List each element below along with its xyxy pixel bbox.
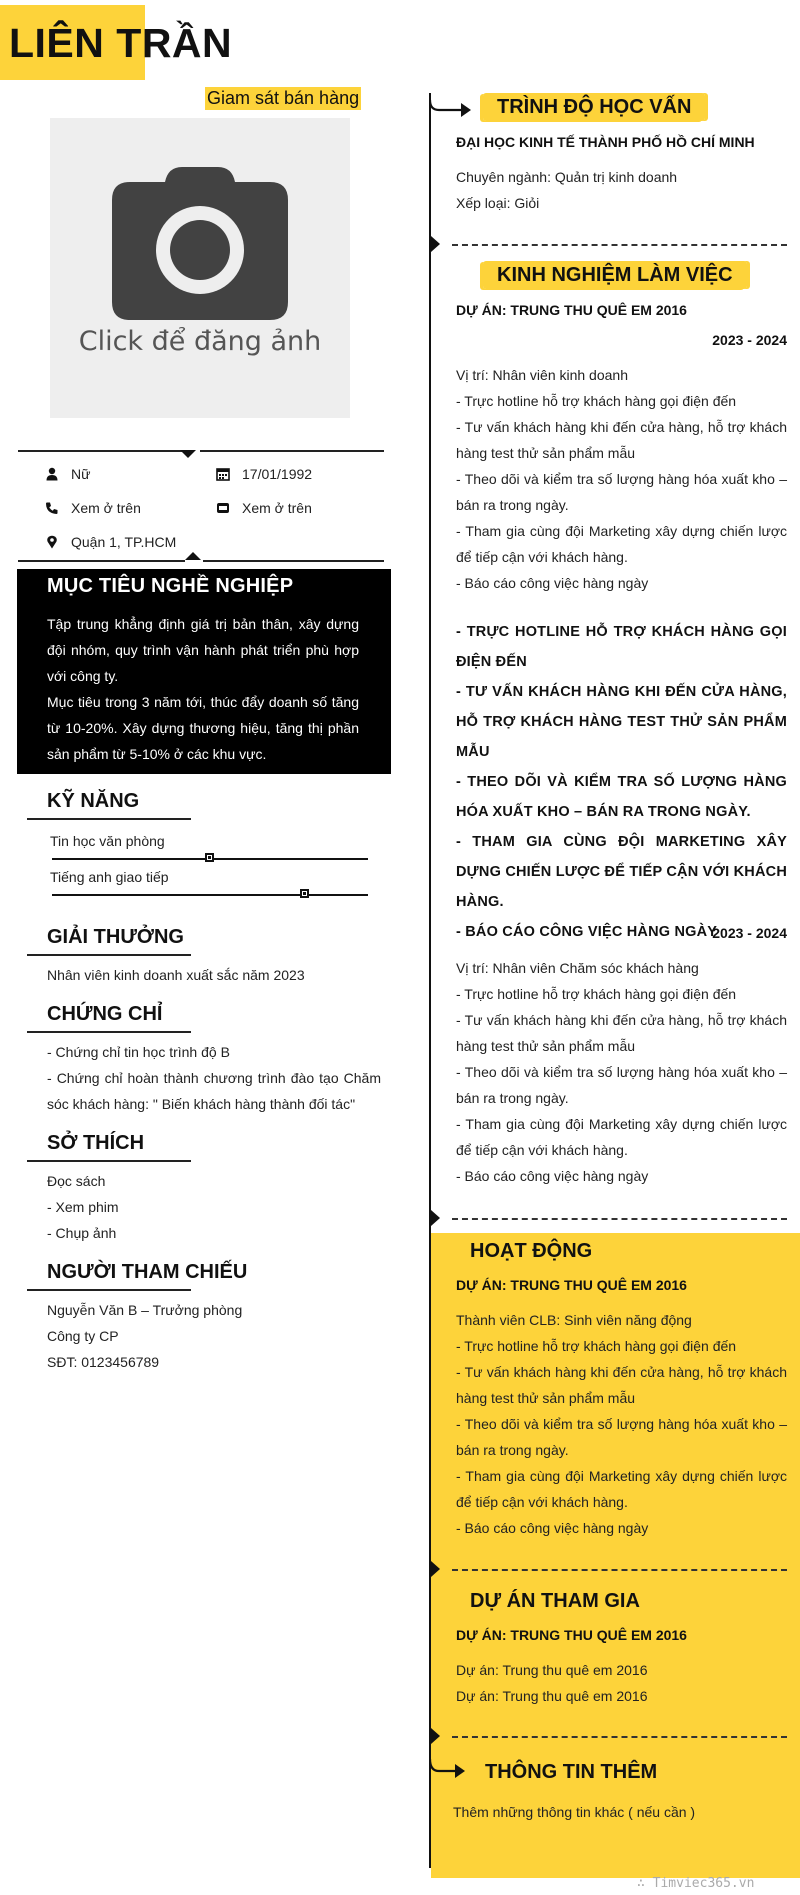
extra-title: THÔNG TIN THÊM (485, 1761, 658, 1783)
divider-arrow-down (180, 450, 196, 458)
activities-text[interactable]: Thành viên CLB: Sinh viên năng động - Trực hotline hỗ trợ khách hàng gọi điện đến - Tư vấn khách hàng khi đến cửa hàng, hỗ trợ khách hàng test thử sản phẩm mẫu - Theo dõi và kiểm tra số lượng hàng hóa xuất kho – bán ra trong ngày. - Tham gia cùng đội Marketing xây dựng chiến lược để tiếp cận với khách hàng. - Báo cáo công việc hàng ngày (456, 1312, 787, 1536)
skill-level-handle[interactable] (205, 853, 214, 862)
divider (200, 450, 384, 452)
birthday-value: 17/01/1992 (242, 466, 313, 482)
gender-row (45, 466, 90, 482)
title-underline (27, 1031, 191, 1033)
photo-upload[interactable] (50, 118, 350, 418)
title-underline (27, 954, 191, 956)
hobbies-title: SỞ THÍCH (47, 1132, 145, 1154)
projects-project[interactable]: DỰ ÁN: TRUNG THU QUÊ EM 2016 (456, 1627, 687, 1643)
timeline-marker (431, 1561, 440, 1577)
calendar-icon (216, 467, 230, 481)
title-underline (27, 1289, 191, 1291)
watermark: ∴ Timviec365.vn (637, 1876, 755, 1891)
user-icon (45, 467, 59, 481)
skill-name[interactable]: Tin học văn phòng (50, 833, 165, 849)
awards-text[interactable]: Nhân viên kinh doanh xuất sắc năm 2023 (47, 967, 305, 983)
objective-text[interactable]: Tập trung khẳng định giá trị bản thân, xây dựng đội nhóm, quy trình vận hành phát triển phù hợp với công ty. Mục tiêu trong 3 năm tới, thúc đẩy doanh số tăng từ 10-20%. Xây dựng thương hiệu, tăng thị phần sản phẩm từ 5-10% ở các khu vực. (47, 616, 359, 762)
arrow-right-icon (429, 1757, 469, 1783)
education-title: TRÌNH ĐỘ HỌC VẤN (483, 93, 705, 121)
title-underline (27, 818, 191, 820)
certificates-title: CHỨNG CHỈ (47, 1003, 163, 1025)
divider (18, 450, 183, 452)
email-row (216, 500, 312, 516)
timeline-marker (431, 1210, 440, 1226)
map-pin-icon (45, 535, 59, 549)
experience-highlights[interactable]: - TRỰC HOTLINE HỖ TRỢ KHÁCH HÀNG GỌI ĐIỆN ĐẾN - TƯ VẤN KHÁCH HÀNG KHI ĐẾN CỬA HÀNG, HỖ TRỢ KHÁCH HÀNG TEST THỬ SẢN PHẨM MẪU - THEO DÕI VÀ KIỂM TRA SỐ LƯỢNG HÀNG HÓA XUẤT KHO – BÁN RA TRONG NGÀY. - THAM GIA CÙNG ĐỘI MARKETING XÂY DỰNG CHIẾN LƯỢC ĐỂ TIẾP CẬN VỚI KHÁCH HÀNG. - BÁO CÁO CÔNG VIỆC HÀNG NGÀY (456, 624, 787, 940)
projects-text[interactable]: Dự án: Trung thu quê em 2016 Dự án: Trung thu quê em 2016 (456, 1662, 648, 1704)
phone-row (45, 500, 141, 516)
awards-title: GIẢI THƯỞNG (47, 926, 184, 948)
career-objective (17, 569, 391, 774)
candidate-name[interactable]: LIÊN TRẦN (9, 20, 233, 66)
phone-value: Xem ở trên (71, 500, 141, 516)
experience-description[interactable]: Vị trí: Nhân viên Chăm sóc khách hàng - Trực hotline hỗ trợ khách hàng gọi điện đến - Tư vấn khách hàng khi đến cửa hàng, hỗ trợ khách hàng test thử sản phẩm mẫu - Theo dõi và kiểm tra số lượng hàng hóa xuất kho – bán ra trong ngày. - Tham gia cùng đội Marketing xây dựng chiến lược để tiếp cận với khách hàng. - Báo cáo công việc hàng ngày (456, 960, 787, 1184)
experience-description[interactable]: Vị trí: Nhân viên kinh doanh - Trực hotline hỗ trợ khách hàng gọi điện đến - Tư vấn khách hàng khi đến cửa hàng, hỗ trợ khách hàng test thử sản phẩm mẫu - Theo dõi và kiểm tra số lượng hàng hóa xuất kho – bán ra trong ngày. - Tham gia cùng đội Marketing xây dựng chiến lược để tiếp cận với khách hàng. - Báo cáo công việc hàng ngày (456, 367, 787, 591)
experience-project[interactable]: DỰ ÁN: TRUNG THU QUÊ EM 2016 (456, 302, 687, 318)
title-underline (27, 1160, 191, 1162)
skills-title: KỸ NĂNG (47, 790, 140, 812)
references-title: NGƯỜI THAM CHIẾU (47, 1261, 248, 1283)
gender-value: Nữ (71, 466, 91, 482)
skill-bar (52, 894, 368, 896)
birthday-row (216, 466, 312, 482)
education-text[interactable]: Chuyên ngành: Quản trị kinh doanh Xếp loại: Giỏi (456, 169, 678, 211)
section-divider (452, 244, 787, 246)
email-icon (216, 501, 230, 515)
activities-project[interactable]: DỰ ÁN: TRUNG THU QUÊ EM 2016 (456, 1277, 687, 1293)
timeline-marker (431, 236, 440, 252)
section-divider (452, 1218, 787, 1220)
references-text[interactable]: Nguyễn Văn B – Trưởng phòng Công ty CP SĐT: 0123456789 (47, 1302, 243, 1370)
hobbies-text[interactable]: Đọc sách - Xem phim - Chụp ảnh (47, 1173, 119, 1241)
experience-year[interactable]: 2023 - 2024 (712, 332, 787, 348)
section-divider (452, 1736, 787, 1738)
section-divider (452, 1569, 787, 1571)
divider-arrow-up (185, 552, 201, 560)
phone-icon (45, 501, 59, 515)
education-school[interactable]: ĐẠI HỌC KINH TẾ THÀNH PHỐ HỒ CHÍ MINH (456, 134, 755, 150)
extra-text[interactable]: Thêm những thông tin khác ( nếu cần ) (453, 1804, 696, 1820)
divider (18, 560, 185, 562)
address-value: Quận 1, TP.HCM (71, 534, 177, 550)
job-title[interactable]: Giam sát bán hàng (207, 88, 360, 108)
objective-title: MỤC TIÊU NGHỀ NGHIỆP (47, 575, 294, 597)
skill-name[interactable]: Tiếng anh giao tiếp (50, 869, 169, 885)
experience-year[interactable]: 2023 - 2024 (712, 925, 787, 941)
timeline-marker (431, 1728, 440, 1744)
address-row (45, 534, 176, 550)
activities-title: HOẠT ĐỘNG (470, 1240, 593, 1262)
experience-title: KINH NGHIỆM LÀM VIỆC (483, 261, 747, 289)
photo-caption: Click để đăng ảnh (78, 326, 322, 357)
certificates-text[interactable]: - Chứng chỉ tin học trình độ B - Chứng chỉ hoàn thành chương trình đào tạo Chăm sóc khách hàng: " Biến khách hàng thành đối tác" (47, 1044, 381, 1112)
divider (203, 560, 384, 562)
skill-level-handle[interactable] (300, 889, 309, 898)
email-value: Xem ở trên (242, 500, 312, 516)
timeline-line (429, 93, 431, 1868)
projects-title: DỰ ÁN THAM GIA (470, 1590, 640, 1612)
arrow-right-icon (429, 98, 475, 122)
camera-icon (110, 162, 290, 322)
